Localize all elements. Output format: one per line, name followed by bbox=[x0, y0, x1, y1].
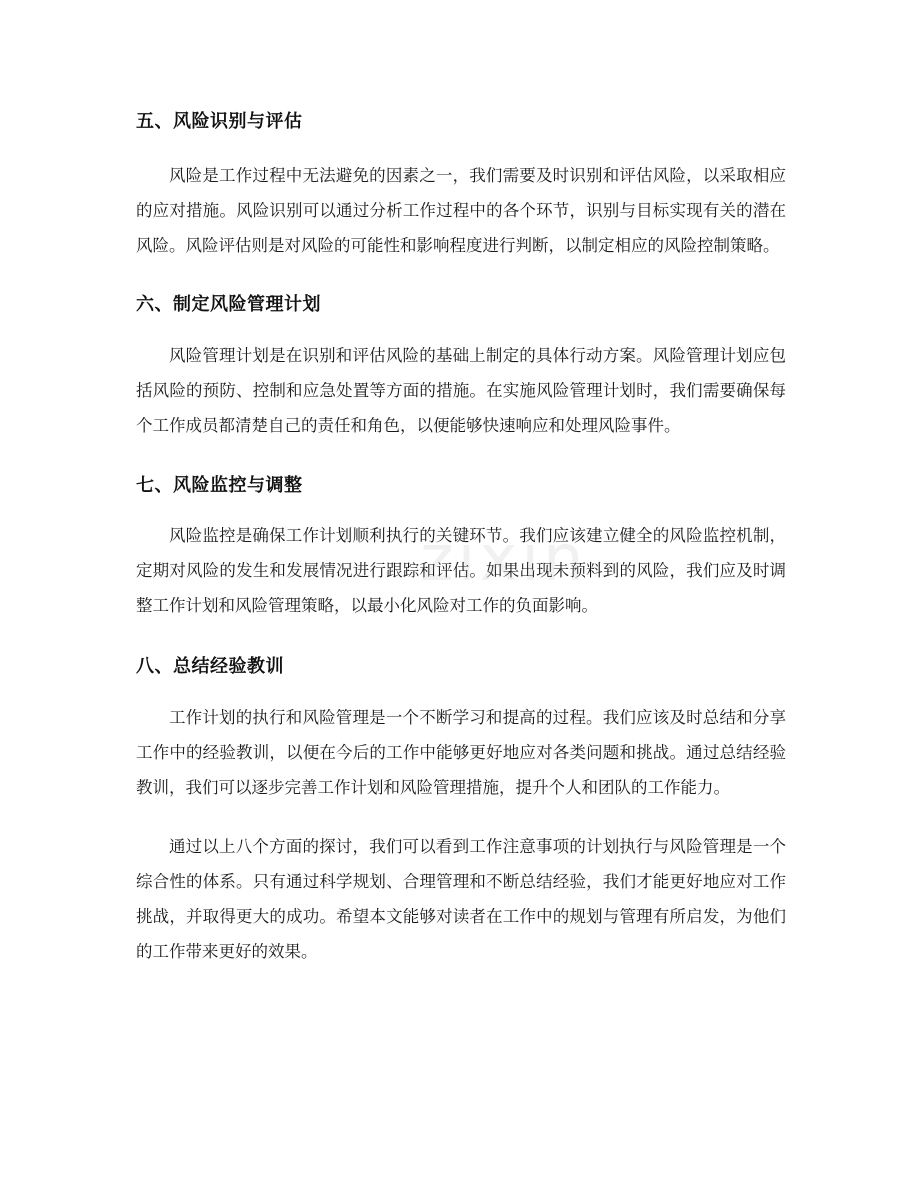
section-heading-5: 五、风险识别与评估 bbox=[136, 111, 303, 132]
closing-paragraph: 通过以上八个方面的探讨，我们可以看到工作注意事项的计划执行与风险管理是一个综合性的体系。只有通过科学规划、合理管理和不断总结经验，我们才能更好地应对工作挑战，并取得更大的成功。希望本文能够对读者在工作中的规划与管理有所启发，为他们的工作带来更好的效果。 bbox=[136, 837, 786, 961]
section-paragraph-8: 工作计划的执行和风险管理是一个不断学习和提高的过程。我们应该及时总结和分享工作中的经验教训，以便在今后的工作中能够更好地应对各类问题和挑战。通过总结经验教训，我们可以逐步完善工作计划和风险管理措施，提升个人和团队的工作能力。 bbox=[136, 708, 786, 797]
section-heading-7: 七、风险监控与调整 bbox=[136, 475, 303, 496]
document-body bbox=[136, 104, 786, 969]
section-heading-8: 八、总结经验教训 bbox=[136, 656, 284, 677]
watermark: zixin bbox=[420, 522, 588, 596]
section-paragraph-6: 风险管理计划是在识别和评估风险的基础上制定的具体行动方案。风险管理计划应包括风险的预防、控制和应急处置等方面的措施。在实施风险管理计划时，我们需要确保每个工作成员都清楚自己的责任和角色，以便能够快速响应和处理风险事件。 bbox=[136, 346, 786, 435]
section-heading-6: 六、制定风险管理计划 bbox=[136, 294, 321, 315]
section-paragraph-5: 风险是工作过程中无法避免的因素之一，我们需要及时识别和评估风险，以采取相应的应对措施。风险识别可以通过分析工作过程中的各个环节，识别与目标实现有关的潜在风险。风险评估则是对风险的可能性和影响程度进行判断，以制定相应的风险控制策略。 bbox=[136, 166, 786, 255]
section-paragraph-7: 风险监控是确保工作计划顺利执行的关键环节。我们应该建立健全的风险监控机制，定期对风险的发生和发展情况进行跟踪和评估。如果出现未预料到的风险，我们应及时调整工作计划和风险管理策略，以最小化风险对工作的负面影响。 bbox=[136, 526, 786, 615]
